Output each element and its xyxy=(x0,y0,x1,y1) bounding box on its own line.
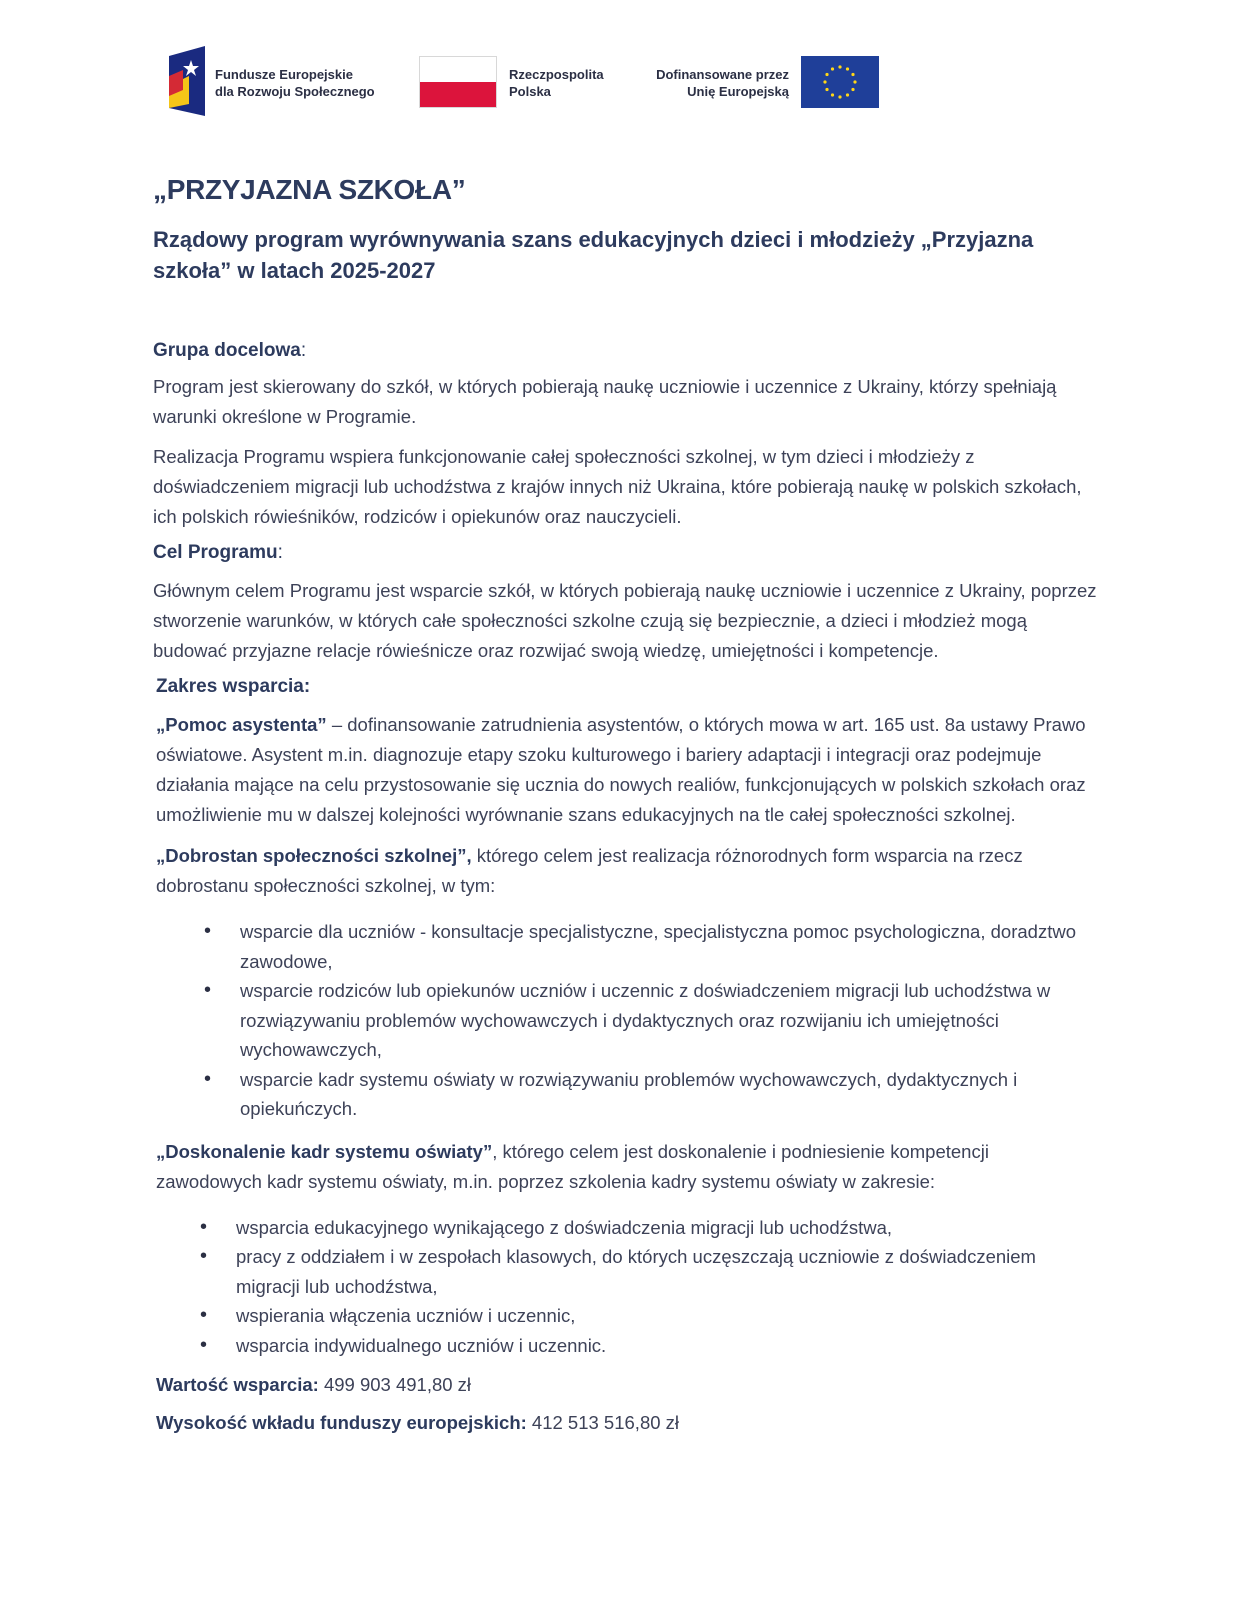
scope-section xyxy=(153,674,1098,1438)
eu-star-icon xyxy=(825,88,828,91)
eu-star-icon xyxy=(831,93,834,96)
training-text: , którego celem jest doskonalenie i podniesienie kompetencji zawodowych kadr systemu oświaty, m.in. poprzez szkolenia kadry systemu oświaty w zakresie: xyxy=(156,1140,989,1192)
training-list xyxy=(156,1213,1098,1361)
eu-star-icon xyxy=(838,95,841,98)
eu-contribution-amount: 412 513 516,80 zł xyxy=(531,1412,680,1433)
eu-star-icon xyxy=(823,80,826,83)
fe-line-1: Fundusze Europejskie xyxy=(215,67,353,82)
target-group-heading-text: Grupa docelowa xyxy=(153,340,301,361)
eu-line-1: Dofinansowane przez xyxy=(656,67,789,82)
eu-star-icon xyxy=(846,93,849,96)
document-content xyxy=(153,172,1098,1438)
pl-logo-text xyxy=(509,66,604,100)
eu-star-icon xyxy=(851,73,854,76)
training-paragraph xyxy=(156,1137,1098,1197)
fe-line-2: dla Rozwoju Społecznego xyxy=(215,84,375,99)
list-item: • wspierania włączenia uczniów i uczennic, xyxy=(236,1301,1098,1331)
assistant-label: „Pomoc asystenta” xyxy=(156,714,327,735)
goal-colon: : xyxy=(277,542,283,563)
support-value xyxy=(156,1370,1098,1400)
wellbeing-text: którego celem jest realizacja różnorodnych form wsparcia na rzecz dobrostanu społeczności szkolnej, w tym: xyxy=(156,845,1023,896)
eu-contribution xyxy=(156,1408,1098,1438)
eu-line-2: Unię Europejską xyxy=(687,84,789,99)
page-subtitle: Rządowy program wyrównywania szans edukacyjnych dzieci i młodzieży „Przyjazna szkoła” w latach 2025-2027 xyxy=(153,227,1034,283)
fundusze-europejskie-logo xyxy=(167,46,207,116)
wellbeing-list xyxy=(156,917,1098,1124)
target-group-paragraph-1: Program jest skierowany do szkół, w których pobierają naukę uczniowie i uczennice z Ukrainy, którzy spełniają warunki określone w Programie. xyxy=(153,376,1057,427)
wellbeing-label: „Dobrostan społeczności szkolnej”, xyxy=(156,845,472,866)
eu-star-icon xyxy=(825,73,828,76)
page-title: „PRZYJAZNA SZKOŁA” xyxy=(153,174,466,205)
pl-line-2: Polska xyxy=(509,84,551,99)
logo-bar xyxy=(167,46,897,118)
fe-logo-text xyxy=(215,66,375,100)
list-item: • wsparcia edukacyjnego wynikającego z doświadczenia migracji lub uchodźstwa, xyxy=(236,1213,1098,1243)
list-item: • wsparcie rodziców lub opiekunów uczniów i uczennic z doświadczeniem migracji lub uchodźstwa w rozwiązywaniu problemów wychowawczych i dydaktycznych oraz rozwijaniu ich umiejętności wychowawczych, xyxy=(240,976,1098,1065)
assistant-text: – dofinansowanie zatrudnienia asystentów, o których mowa w art. 165 ust. 8a ustawy Prawo oświatowe. Asystent m.in. diagnozuje etapy szoku kulturowego i bariery adaptacji i integracji oraz podejmuje działania mające na celu przystosowanie się ucznia do nowych realiów, funkcjonujących w polskich szkołach oraz umożliwienie mu w dalszej kolejności wyrównanie szans edukacyjnych na tle całej społeczności szkolnej. xyxy=(156,714,1086,825)
list-item: • pracy z oddziałem i w zespołach klasowych, do których uczęszczają uczniowie z doświadczeniem migracji lub uchodźstwa, xyxy=(236,1242,1098,1301)
eu-logo-text xyxy=(641,66,789,100)
eu-star-icon xyxy=(831,67,834,70)
eu-star-icon xyxy=(838,65,841,68)
support-value-amount: 499 903 491,80 zł xyxy=(323,1374,472,1395)
eu-contribution-label: Wysokość wkładu funduszy europejskich: xyxy=(156,1412,527,1433)
wellbeing-paragraph xyxy=(156,841,1098,901)
eu-star-icon xyxy=(851,88,854,91)
scope-heading: Zakres wsparcia: xyxy=(156,676,311,697)
goal-heading-text: Cel Programu xyxy=(153,542,278,563)
goal-paragraph: Głównym celem Programu jest wsparcie szkół, w których pobierają naukę uczniowie i uczennice z Ukrainy, poprzez stworzenie warunków, w których całe społeczności szkolne czują się bezpiecznie, a dzieci i młodzież mogą budować przyjazne relacje rówieśnicze oraz rozwijać swoją wiedzę, umiejętności i kompetencje. xyxy=(153,580,1097,661)
goal-heading xyxy=(153,540,1098,566)
target-group-heading xyxy=(153,338,1098,364)
target-group-paragraph-2: Realizacja Programu wspiera funkcjonowanie całej społeczności szkolnej, w tym dzieci i młodzieży z doświadczeniem migracji lub uchodźstwa z krajów innych niż Ukraina, które pobierają naukę w polskich szkołach, ich polskich rówieśników, rodziców i opiekunów oraz nauczycieli. xyxy=(153,446,1082,527)
target-group-colon: : xyxy=(300,340,307,361)
eu-flag xyxy=(801,56,879,108)
training-label: „Doskonalenie kadr systemu oświaty” xyxy=(156,1140,493,1162)
list-item: • wsparcia indywidualnego uczniów i uczennic. xyxy=(236,1331,1098,1361)
eu-star-icon xyxy=(846,67,849,70)
support-value-label: Wartość wsparcia: xyxy=(156,1374,319,1395)
pl-line-1: Rzeczpospolita xyxy=(509,67,604,82)
assistant-paragraph xyxy=(156,710,1098,830)
poland-flag xyxy=(419,56,497,108)
list-item: • wsparcie kadr systemu oświaty w rozwiązywaniu problemów wychowawczych, dydaktycznych i opiekuńczych. xyxy=(240,1065,1098,1124)
list-item: • wsparcie dla uczniów - konsultacje specjalistyczne, specjalistyczna pomoc psychologiczna, doradztwo zawodowe, xyxy=(240,917,1098,976)
eu-star-icon xyxy=(853,80,856,83)
